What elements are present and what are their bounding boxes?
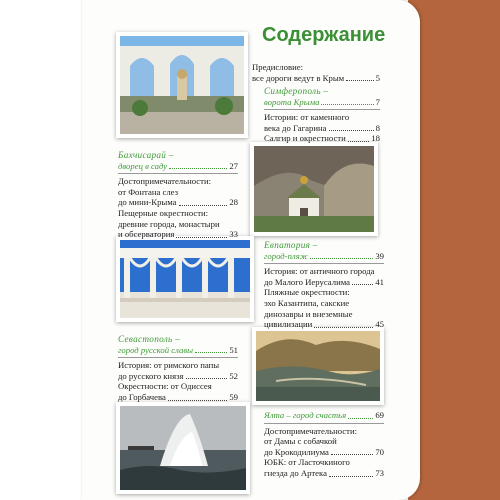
toc-entry-text: века до Гагарина xyxy=(264,122,327,133)
page-number: 33 xyxy=(229,229,238,240)
toc-entry-text: до Малого Иерусалима xyxy=(264,276,351,287)
divider xyxy=(264,109,380,110)
toc-entry-text: до Горбачева xyxy=(118,391,166,402)
page-number: 51 xyxy=(229,344,238,355)
section-title: город-пляж xyxy=(264,250,308,261)
page-number: 59 xyxy=(229,391,238,402)
photo-sevastopol-bay xyxy=(252,327,384,405)
toc-entry-text: Достопримечательности: xyxy=(264,425,358,436)
toc-entry-text: Салгир и окрестности xyxy=(264,133,346,144)
page-number: 73 xyxy=(375,467,384,478)
page-number: 18 xyxy=(371,133,380,144)
divider xyxy=(264,423,384,424)
photo-simferopol-arches xyxy=(116,32,248,138)
section-title-row xyxy=(264,410,384,421)
toc-entry-text: История: от античного города xyxy=(264,266,375,277)
toc-entry-row xyxy=(264,123,380,134)
dot-leader xyxy=(310,258,373,259)
toc-entry-text: Истории: от каменного xyxy=(264,112,350,123)
section-title: дворец в саду xyxy=(118,160,168,171)
divider xyxy=(264,263,384,264)
dot-leader xyxy=(186,378,228,379)
section-title: Севастополь – xyxy=(118,334,181,344)
dot-leader xyxy=(195,352,227,353)
page-number: 8 xyxy=(375,122,380,133)
section-title: город русской славы xyxy=(118,344,194,355)
page-number: 69 xyxy=(375,410,384,420)
dot-leader xyxy=(352,284,373,285)
toc-entry-text: цивилизации xyxy=(264,319,313,330)
dot-leader xyxy=(168,400,227,401)
toc-entry-text: до русского князя xyxy=(118,370,184,381)
toc-section-bakhchisaray xyxy=(118,150,238,240)
toc-entry-text: эхо Казантипа, сакские xyxy=(264,297,350,308)
section-title: Бахчисарай – xyxy=(118,150,174,160)
section-title-row xyxy=(264,251,384,262)
toc-entry-row xyxy=(118,197,238,208)
dot-leader xyxy=(346,80,374,81)
page-number: 39 xyxy=(375,250,384,261)
photo-bakhchisaray-monastery xyxy=(250,142,378,236)
photo-yalta-waves xyxy=(116,402,250,494)
section-title: ворота Крыма xyxy=(264,96,320,107)
page-number: 7 xyxy=(375,96,380,107)
toc-entry-text: и обсерватория xyxy=(118,229,175,240)
photo-evpatoria-colonnade xyxy=(116,236,254,322)
dot-leader xyxy=(329,130,374,131)
dot-leader xyxy=(314,327,373,328)
page-number: 41 xyxy=(375,276,384,287)
toc-entry-row xyxy=(264,319,384,330)
toc-preface-text: все дороги ведут в Крым xyxy=(252,72,345,83)
page-number: 5 xyxy=(375,72,380,83)
toc-preface-row xyxy=(252,73,380,84)
toc-entry-row xyxy=(264,133,380,144)
toc-preface-label: Предисловие: xyxy=(252,62,303,72)
page-number: 52 xyxy=(229,370,238,381)
divider xyxy=(118,173,238,174)
toc-entry-text: Окрестности: от Одиссея xyxy=(118,381,212,392)
toc-section-yalta xyxy=(264,410,384,479)
toc-section-simferopol xyxy=(264,86,380,144)
toc-entry-row xyxy=(118,371,238,382)
toc-entry-text: динозавры и внеземные xyxy=(264,308,353,319)
toc-entry-row xyxy=(118,229,238,240)
dot-leader xyxy=(348,141,370,142)
toc-entry-text: до мини-Крыма xyxy=(118,197,177,208)
section-title-row xyxy=(264,97,380,108)
section-title: Симферополь – xyxy=(264,86,329,96)
dot-leader xyxy=(321,104,373,105)
page-number: 45 xyxy=(375,319,384,330)
toc-entry-text: Пещерные окрестности: xyxy=(118,207,209,218)
toc-entry-text: древние города, монастыри xyxy=(118,218,220,229)
page-title: Содержание xyxy=(262,24,386,46)
dot-leader xyxy=(179,205,228,206)
toc-entry-text: Достопримечательности: xyxy=(118,176,212,187)
left-margin xyxy=(0,0,82,500)
toc-preface xyxy=(252,62,380,83)
toc-section-evpatoria xyxy=(264,240,384,330)
toc-entry-text: до Крокодилиума xyxy=(264,446,329,457)
toc-section-sevastopol xyxy=(118,334,238,403)
section-title-row xyxy=(118,345,238,356)
background-edge xyxy=(408,0,500,500)
dot-leader xyxy=(176,237,227,238)
toc-entry-text: История: от римского папы xyxy=(118,360,220,371)
section-title: Евпатория – xyxy=(264,240,318,250)
toc-entry-text: гнезда до Артека xyxy=(264,467,327,478)
dot-leader xyxy=(169,168,227,169)
toc-entry-row xyxy=(264,447,384,458)
page-number: 27 xyxy=(229,160,238,171)
dot-leader xyxy=(348,418,373,419)
page-number: 28 xyxy=(229,197,238,208)
toc-entry-text: ЮБК: от Ласточкиного xyxy=(264,457,350,468)
dot-leader xyxy=(331,454,373,455)
toc-entry-text: от Фонтана слез xyxy=(118,186,179,197)
toc-entry-row xyxy=(264,277,384,288)
toc-entry-row xyxy=(264,468,384,479)
section-title: Ялта – город счастья xyxy=(264,410,347,420)
toc-entry-text: от Дамы с собачкой xyxy=(264,436,337,447)
divider xyxy=(118,357,238,358)
dot-leader xyxy=(329,476,373,477)
page-number: 70 xyxy=(375,446,384,457)
toc-entry-row xyxy=(118,392,238,403)
section-title-row xyxy=(118,161,238,172)
toc-entry-text: Пляжные окрестности: xyxy=(264,287,350,298)
